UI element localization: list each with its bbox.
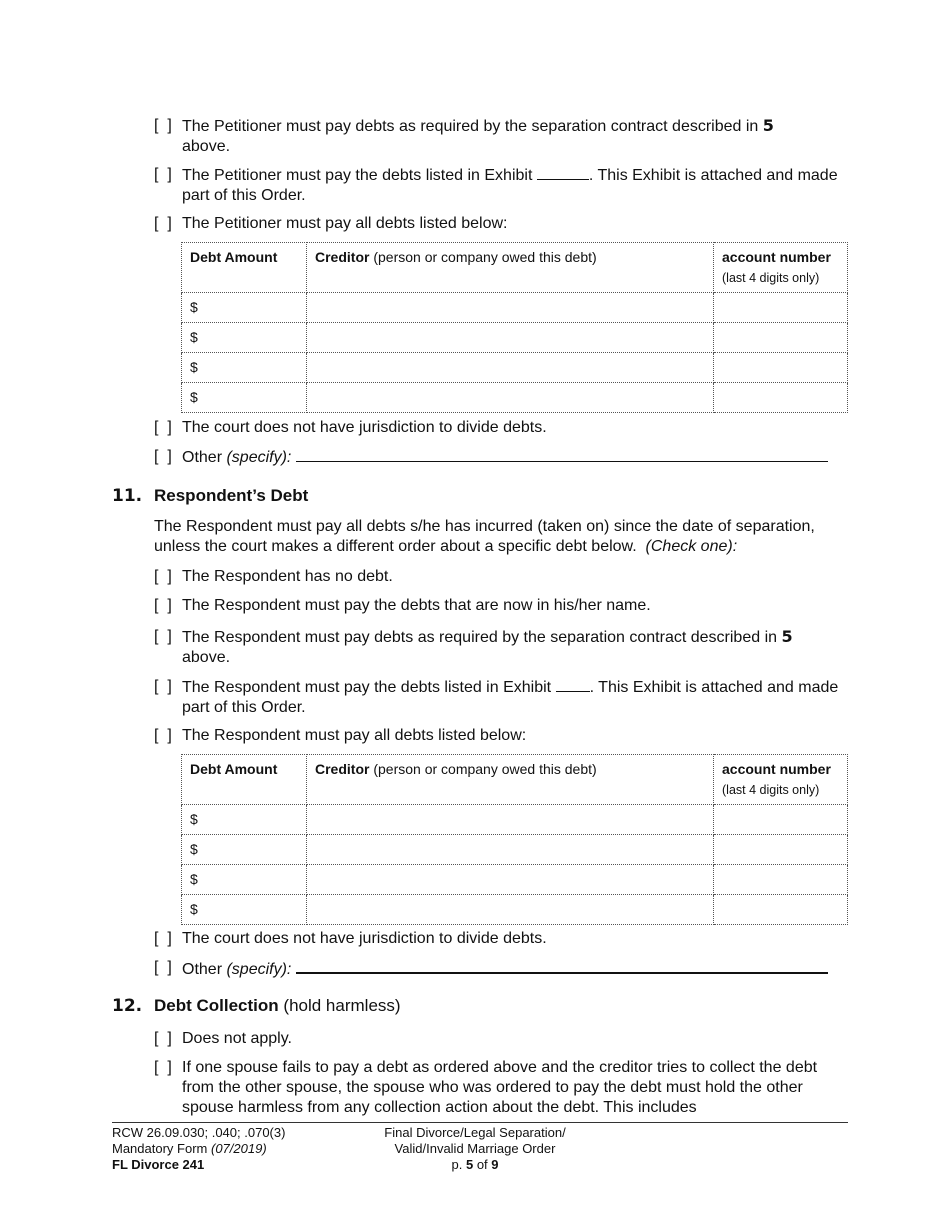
respondent-option-exhibit: [ ] The Respondent must pay the debts listed in Exhibit . This Exhibit is attached and made part of this Order.	[154, 678, 839, 716]
table-row[interactable]: $	[182, 805, 848, 835]
col-creditor: Creditor (person or company owed this debt)	[307, 755, 714, 805]
other-specify-field[interactable]	[296, 958, 828, 974]
checkbox[interactable]: [ ]	[154, 117, 172, 134]
petitioner-debt-table	[181, 242, 848, 413]
checkbox[interactable]: [ ]	[154, 419, 172, 436]
other-specify-field[interactable]	[296, 447, 828, 462]
table-row[interactable]: $	[182, 835, 848, 865]
table-row[interactable]: $	[182, 383, 848, 413]
exhibit-blank[interactable]	[537, 165, 589, 180]
table-row[interactable]: $	[182, 895, 848, 925]
checkbox[interactable]: [ ]	[154, 678, 172, 695]
table-row[interactable]: $	[182, 293, 848, 323]
section-12-heading: 12. Debt Collection (hold harmless)	[112, 996, 401, 1016]
checkbox[interactable]: [ ]	[154, 930, 172, 947]
checkbox[interactable]: [ ]	[154, 1059, 172, 1076]
debt-collection-option-hold-harmless: [ ] If one spouse fails to pay a debt as ordered above and the creditor tries to collect the debt from the other spouse, the spouse who was ordered to pay the debt must hold the other spouse harmless from any collection action about the debt. This includes	[154, 1059, 818, 1116]
debt-collection-option-not-apply: [ ] Does not apply.	[154, 1030, 292, 1047]
table-row[interactable]: $	[182, 323, 848, 353]
respondent-option-no-debt: [ ] The Respondent has no debt.	[154, 568, 393, 585]
col-creditor: Creditor (person or company owed this debt)	[307, 243, 714, 293]
footer-divider	[112, 1122, 848, 1123]
section-11-intro: The Respondent must pay all debts s/he has incurred (taken on) since the date of separation, unless the court makes a different order about a specific debt below. (Check one):	[154, 518, 815, 555]
respondent-option-other: [ ] Other (specify):	[154, 958, 854, 980]
checkbox[interactable]: [ ]	[154, 959, 172, 976]
respondent-debt-table	[181, 754, 848, 925]
respondent-option-in-name: [ ] The Respondent must pay the debts that are now in his/her name.	[154, 597, 651, 614]
petitioner-option-listed: [ ] The Petitioner must pay all debts listed below:	[154, 215, 508, 232]
checkbox[interactable]: [ ]	[154, 1030, 172, 1047]
petitioner-option-other: [ ] Other (specify):	[154, 447, 854, 468]
col-account-number: account number (last 4 digits only)	[714, 755, 848, 805]
table-header-row	[182, 755, 848, 805]
table-row[interactable]: $	[182, 865, 848, 895]
petitioner-option-contract: [ ] The Petitioner must pay debts as required by the separation contract described in 5 above.	[154, 116, 774, 155]
petitioner-option-no-jurisdiction: [ ] The court does not have jurisdiction to divide debts.	[154, 419, 547, 436]
checkbox[interactable]: [ ]	[154, 568, 172, 585]
checkbox[interactable]: [ ]	[154, 166, 172, 183]
table-row[interactable]: $	[182, 353, 848, 383]
footer-center: Final Divorce/Legal Separation/ Valid/Invalid Marriage Order p. 5 of 9	[355, 1125, 595, 1173]
checkbox[interactable]: [ ]	[154, 597, 172, 614]
page-number: p. 5 of 9	[451, 1157, 499, 1172]
respondent-option-contract: [ ] The Respondent must pay debts as required by the separation contract described in 5 above.	[154, 627, 793, 666]
col-debt-amount: Debt Amount	[182, 755, 307, 805]
checkbox[interactable]: [ ]	[154, 215, 172, 232]
exhibit-blank[interactable]	[556, 677, 590, 692]
table-header-row	[182, 243, 848, 293]
checkbox[interactable]: [ ]	[154, 727, 172, 744]
col-debt-amount: Debt Amount	[182, 243, 307, 293]
petitioner-option-exhibit: [ ] The Petitioner must pay the debts listed in Exhibit . This Exhibit is attached and made part of this Order.	[154, 166, 838, 204]
checkbox[interactable]: [ ]	[154, 448, 172, 465]
respondent-option-listed: [ ] The Respondent must pay all debts listed below:	[154, 727, 527, 744]
col-account-number: account number (last 4 digits only)	[714, 243, 848, 293]
checkbox[interactable]: [ ]	[154, 628, 172, 645]
section-11-heading: 11. Respondent’s Debt	[112, 486, 309, 506]
footer-left: RCW 26.09.030; .040; .070(3) Mandatory Form (07/2019) FL Divorce 241	[112, 1125, 286, 1172]
respondent-option-no-jurisdiction: [ ] The court does not have jurisdiction to divide debts.	[154, 930, 547, 947]
